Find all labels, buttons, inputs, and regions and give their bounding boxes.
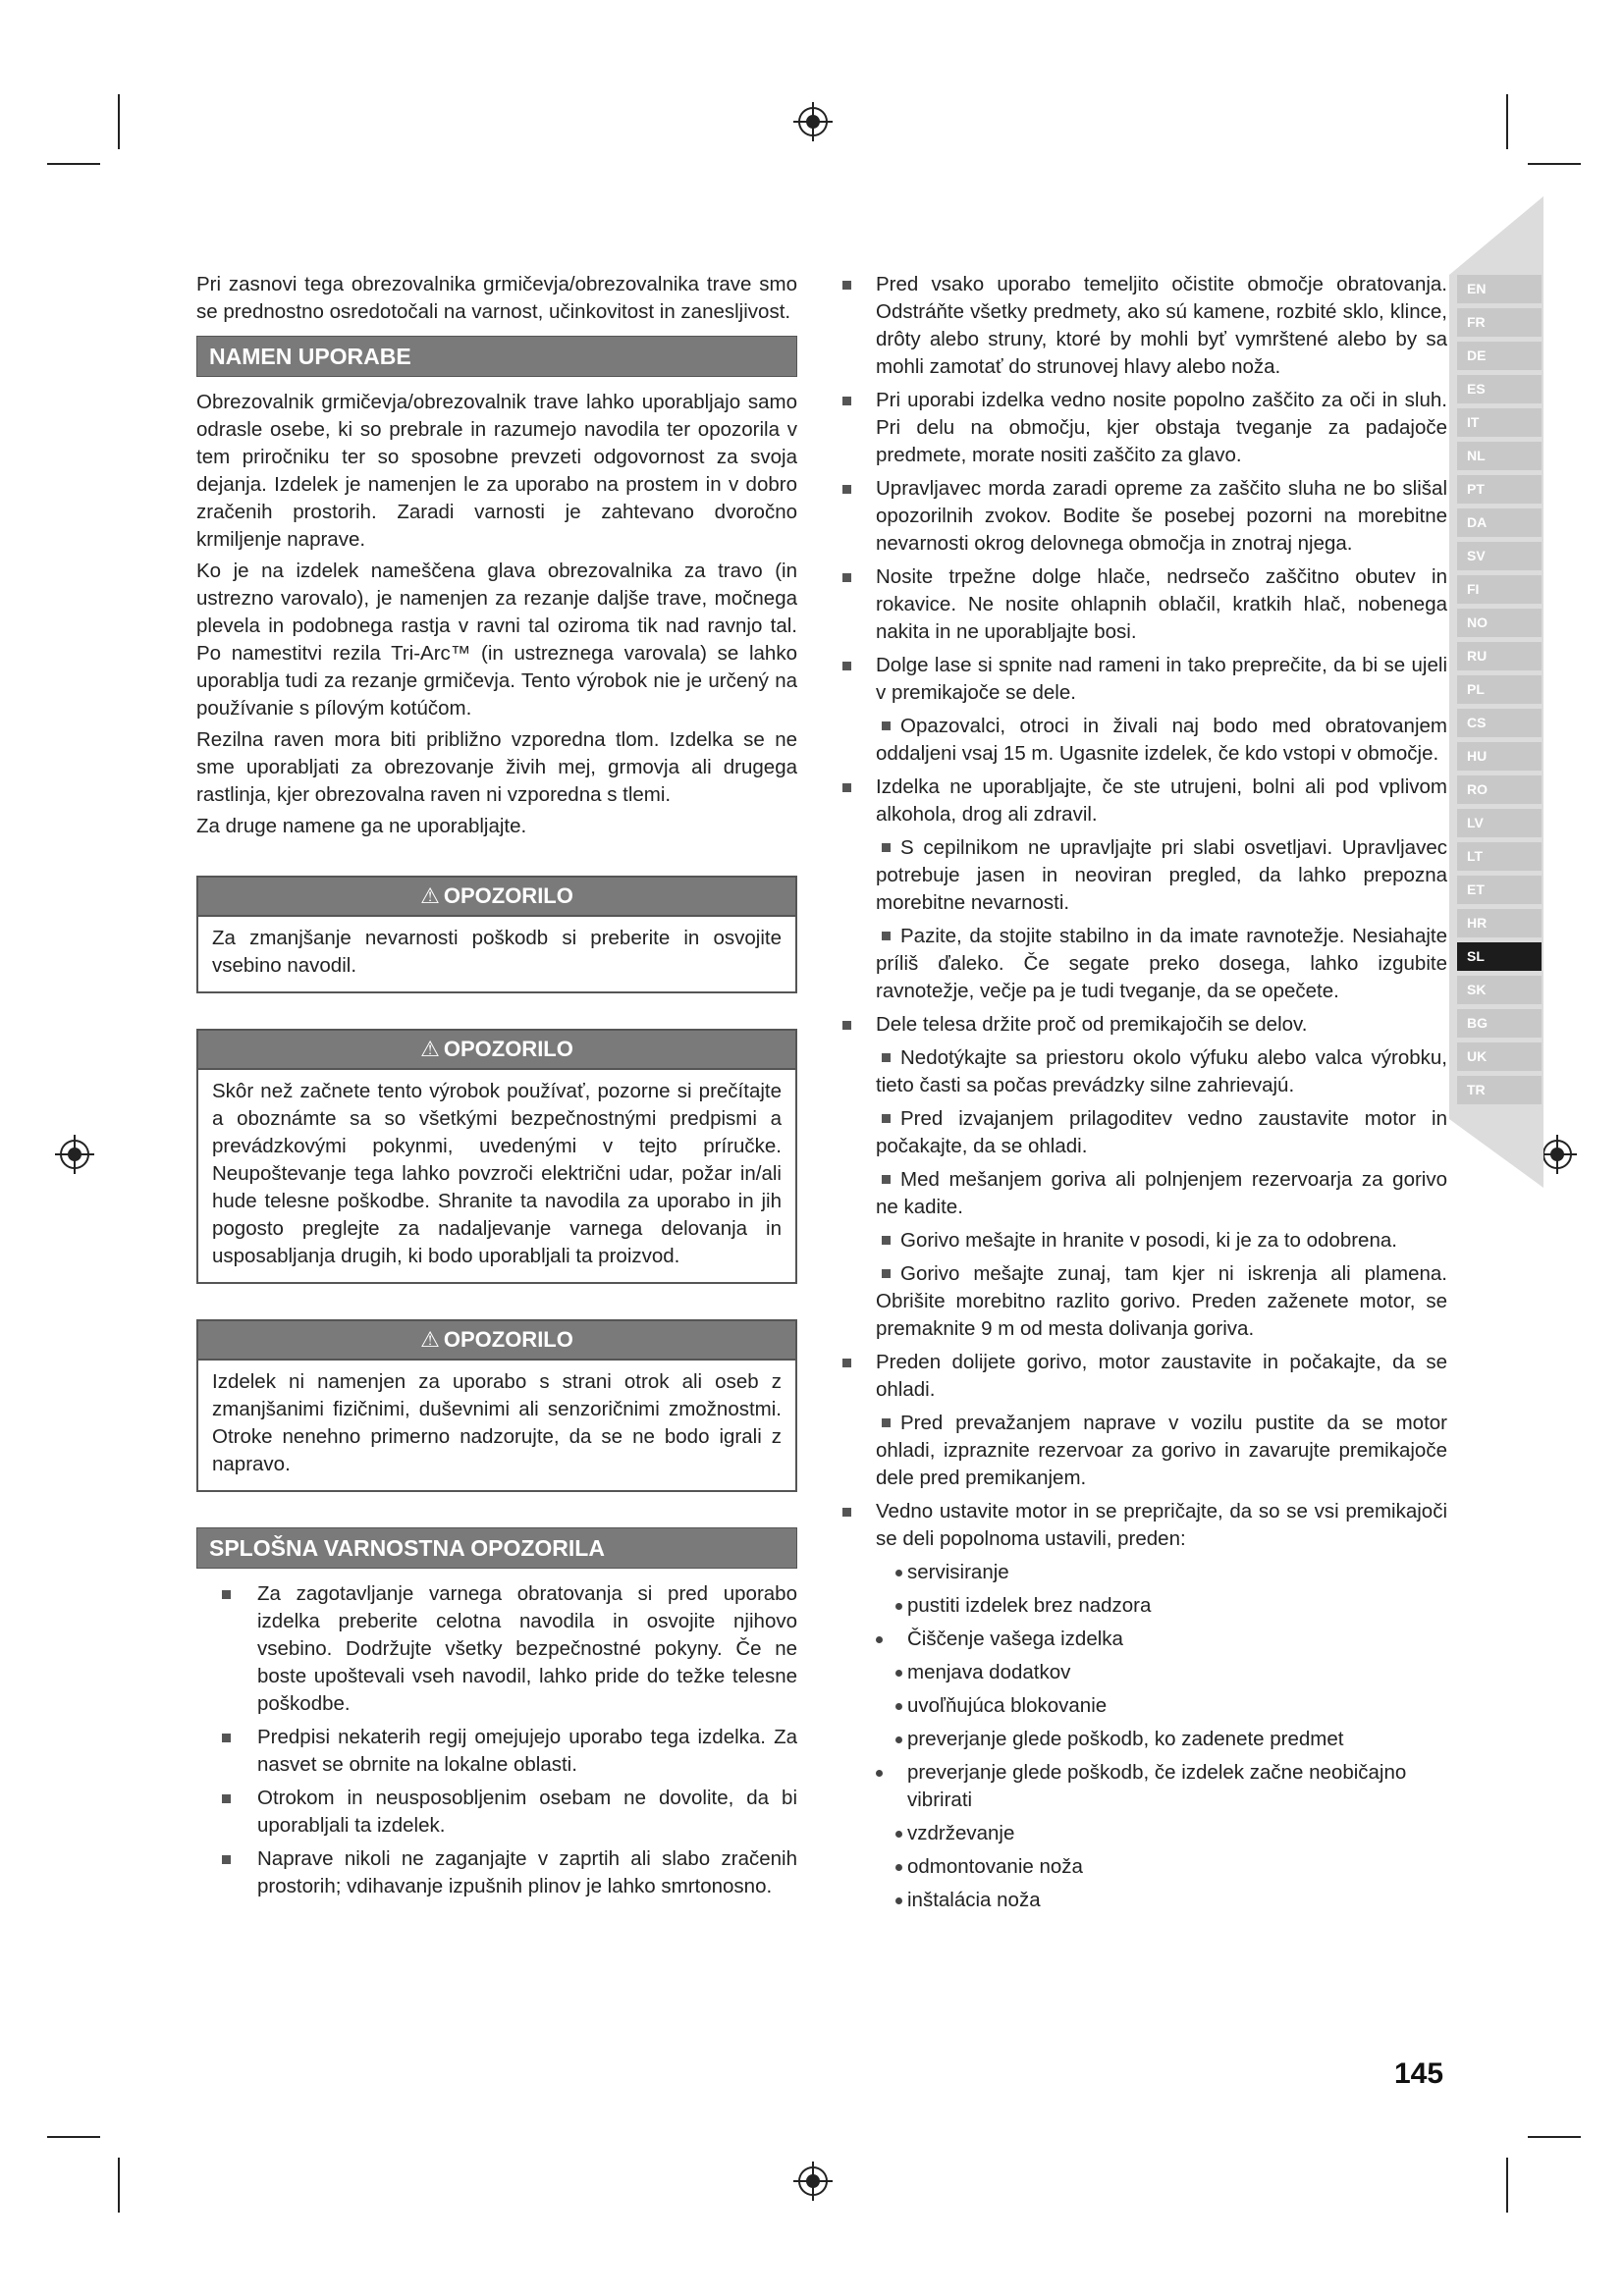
list-item: Pred izvajanjem prilagoditev vedno zaustavite motor in počakajte, da se ohladi. [876,1107,1447,1157]
square-bullet-icon [882,721,891,730]
language-tab-fi: FI [1457,575,1542,604]
language-tab-hu: HU [1457,742,1542,771]
list-item: Predpisi nekaterih regij omejujejo uporabo tega izdelka. Za nasvet se obrnite na lokalne oblasti. [216,1724,797,1779]
list-item: Nedotýkajte sa priestoru okolo výfuku alebo valca výrobku, tieto časti sa počas prevádzky silne zahrievajú. [876,1046,1447,1096]
dot-list-item: servisiranje [837,1559,1447,1586]
square-bullet-icon [882,1053,891,1062]
dot-bullet-icon [895,1570,902,1576]
left-column [196,271,797,1906]
warning-box [196,876,797,993]
language-tabs [1457,275,1542,1109]
dot-bullet-icon [876,1636,883,1643]
list-item: Med mešanjem goriva ali polnjenjem rezervoarja za gorivo ne kadite. [876,1168,1447,1218]
language-tab-pl: PL [1457,675,1542,704]
dot-bullet-icon [895,1703,902,1710]
language-tab-es: ES [1457,375,1542,403]
warning-header [198,1031,795,1070]
language-tab-sv: SV [1457,542,1542,570]
dot-list-item: odmontovanie noža [837,1853,1447,1881]
paragraph: Ko je na izdelek nameščena glava obrezovalnika za travo (in ustrezno varovalo), je namenjen za rezanje daljše trave, močnega plevela in podobnega rastja v ravni tal oziroma tik nad ravnjo tal. Po namestitvi rezila Tri-Arc™ (in ustreznega varovala) se lahko uporablja tudi za rezanje grmičevja. Tento výrobok nie je určený na používanie s pílovým kotúčom. [196,560,797,720]
dot-bullet-icon [895,1670,902,1677]
dot-list-item: pustiti izdelek brez nadzora [837,1592,1447,1620]
list-item: Gorivo mešajte in hranite v posodi, ki je za to odobrena. [837,1227,1447,1255]
list-item: Nosite trpežne dolge hlače, nedrsečo zaščitno obutev in rokavice. Ne nosite ohlapnih oblačil, kratkih hlač, nobenega nakita in ne uporabljajte bosi. [837,563,1447,646]
list-item: Dolge lase si spnite nad rameni in tako preprečite, da bi se ujeli v premikajoče se dele. [837,652,1447,707]
list-item: Pred vsako uporabo temeljito očistite območje obratovanja. Odstráňte všetky predmety, ako sú kamene, rozbité sklo, klince, drôty alebo struny, ktoré by mohli byť vymrštené alebo by sa mohli zamotať do strunovej hlavy alebo noža. [837,271,1447,381]
crop-mark [118,94,120,149]
section-heading: SPLOŠNA VARNOSTNA OPOZORILA [196,1527,797,1569]
language-tab-it: IT [1457,408,1542,437]
dot-list-item: menjava dodatkov [837,1659,1447,1686]
list-item: Preden dolijete gorivo, motor zaustavite in počakajte, da se ohladi. [837,1349,1447,1404]
square-bullet-icon [882,1418,891,1427]
language-tab-de: DE [1457,342,1542,370]
language-tab-fr: FR [1457,308,1542,337]
language-tab-lt: LT [1457,842,1542,871]
paragraph: Rezilna raven mora biti približno vzporedna tlom. Izdelka se ne sme uporabljati za obrezovanje živih mej, grmovja ali drugega rastlinja, kjer obrezovalna raven ni vzporedna s tlemi. [196,728,797,806]
warning-title: OPOZORILO [443,1037,573,1061]
dot-bullet-icon [895,1864,902,1871]
language-tab-uk: UK [1457,1042,1542,1071]
language-tab-pt: PT [1457,475,1542,504]
page-number: 145 [1394,2057,1444,2090]
warning-text: Izdelek ni namenjen za uporabo s strani otrok ali oseb z zmanjšanimi fizičnimi, duševnimi ali senzoričnimi zmožnostmi. Otroke nenehno primerno nadzorujte, da se ne bodo igrali z napravo. [212,1370,782,1475]
list-item: Za zagotavljanje varnega obratovanja si pred uporabo izdelka preberite celotna navodila in osvojite njihovo vsebino. Dodržujte všetky bezpečnostné pokyny. Če ne boste upoštevali vseh navodil, lahko pride do težke telesne poškodbe. [216,1580,797,1718]
dot-list-item: preverjanje glede poškodb, če izdelek začne neobičajno vibrirati [837,1759,1447,1814]
dot-list-item: vzdrževanje [837,1820,1447,1847]
dot-bullet-icon [895,1831,902,1838]
list-item: Otrokom in neusposobljenim osebam ne dovolite, da bi uporabljali ta izdelek. [216,1785,797,1840]
list-item: Pred prevažanjem naprave v vozilu pustite da se motor ohladi, izpraznite rezervoar za gorivo in zavarujte premikajoče dele pred premikanjem. [876,1412,1447,1489]
language-tab-sl: SL [1457,942,1542,971]
dot-list-item: uvoľňujúca blokovanie [837,1692,1447,1720]
paragraph: Obrezovalnik grmičevja/obrezovalnik trave lahko uporabljajo samo odrasle osebe, ki so prebrale in razumejo navodila ter opozorila v tem priročniku ter so sposobne prevzeti odgovornost za svoja dejanja. Izdelek je namenjen le za uporabo na prostem in v dobro zračenih prostorih. Zaradi varnosti je zahtevano dvoročno krmiljenje naprave. [196,391,797,551]
square-bullet-icon [222,1590,231,1599]
crop-mark [1528,2136,1581,2138]
warning-text: Skôr než začnete tento výrobok používať, pozorne si prečítajte a oboznámte sa so všetkými bezpečnostnými predpismi a prevádzkovými pokynmi, uvedenými v tejto príručke. Neupoštevanje tega lahko povzroči električni udar, požar in/ali hude telesne poškodbe. Shranite ta navodila za uporabo in jih pogosto preglejte za nadaljevanje varnega delovanja in usposabljanja drugih, ki bodo uporabljali ta proizvod. [212,1080,782,1267]
warning-icon: ⚠ [420,883,440,908]
crop-mark [1528,163,1581,165]
square-bullet-icon [882,932,891,940]
list-item: Vedno ustavite motor in se prepričajte, da so se vsi premikajoči se deli popolnoma ustavili, preden: [837,1498,1447,1553]
list-item: Izdelka ne uporabljajte, če ste utrujeni, bolni ali pod vplivom alkohola, drog ali zdravil. [837,774,1447,828]
language-tab-da: DA [1457,508,1542,537]
list-item: S cepilnikom ne upravljajte pri slabi osvetljavi. Upravljavec potrebuje jasen in neoviran pregled, da lahko prepozna morebitne nevarnosti. [876,836,1447,914]
warning-box [196,1319,797,1492]
language-tab-tr: TR [1457,1076,1542,1104]
square-bullet-icon [842,662,851,670]
warning-box [196,1029,797,1284]
crop-mark [47,2136,100,2138]
square-bullet-icon [842,485,851,494]
crop-mark [118,2158,120,2213]
square-bullet-icon [882,1175,891,1184]
warning-title: OPOZORILO [443,883,573,908]
square-bullet-icon [842,1021,851,1030]
language-tab-bg: BG [1457,1009,1542,1038]
language-tab-et: ET [1457,876,1542,904]
square-bullet-icon [842,1508,851,1517]
language-tab-lv: LV [1457,809,1542,837]
dot-bullet-icon [895,1736,902,1743]
square-bullet-icon [842,783,851,792]
warning-title: OPOZORILO [443,1327,573,1352]
square-bullet-icon [222,1734,231,1742]
list-item: Pazite, da stojite stabilno in da imate ravnotežje. Nesiahajte príliš ďaleko. Če segate preko dosega, lahko izgubite ravnotežje, večje pa je tudi tveganje, da se opečete. [876,925,1447,1002]
square-bullet-icon [842,573,851,582]
registration-mark-icon [791,100,835,143]
warning-icon: ⚠ [420,1327,440,1352]
list-item: Dele telesa držite proč od premikajočih se delov. [837,1011,1447,1039]
crop-mark [1506,2158,1508,2213]
square-bullet-icon [222,1855,231,1864]
paragraph: Za druge namene ga ne uporabljajte. [196,815,527,837]
registration-mark-icon [791,2160,835,2203]
section-heading: NAMEN UPORABE [196,336,797,377]
list-item: Gorivo mešajte zunaj, tam kjer ni iskrenja ali plamena. Obrišite morebitno razlito gorivo. Preden zaženete motor, se premaknite 9 m od mesta dolivanja goriva. [876,1262,1447,1340]
language-tab-sk: SK [1457,976,1542,1004]
square-bullet-icon [882,1269,891,1278]
warning-header [198,878,795,917]
square-bullet-icon [222,1794,231,1803]
square-bullet-icon [882,843,891,852]
list-item: Naprave nikoli ne zaganjajte v zaprtih ali slabo zračenih prostorih; vdihavanje izpušnih plinov je lahko smrtonosno. [216,1845,797,1900]
list-item: Opazovalci, otroci in živali naj bodo med obratovanjem oddaljeni vsaj 15 m. Ugasnite izdelek, če kdo vstopi v območje. [876,715,1447,765]
crop-mark [47,163,100,165]
language-tab-ru: RU [1457,642,1542,670]
list-item: Upravljavec morda zaradi opreme za zaščito sluha ne bo slišal opozorilnih zvokov. Bodite še posebej pozorni na morebitne nevarnosti okrog delovnega območja in znotraj njega. [837,475,1447,558]
language-tab-cs: CS [1457,709,1542,737]
crop-mark [1506,94,1508,149]
language-tab-en: EN [1457,275,1542,303]
list-item: Pri uporabi izdelka vedno nosite popolno zaščito za oči in sluh. Pri delu na območju, kjer obstaja tveganje za padajoče predmete, morate nositi zaščito za glavo. [837,387,1447,469]
language-tab-no: NO [1457,609,1542,637]
warning-text: Za zmanjšanje nevarnosti poškodb si preberite in osvojite vsebino navodil. [212,927,782,977]
square-bullet-icon [882,1236,891,1245]
language-tab-ro: RO [1457,775,1542,804]
dot-list-item: preverjanje glede poškodb, ko zadenete predmet [837,1726,1447,1753]
right-column [837,271,1447,1920]
square-bullet-icon [842,1359,851,1367]
dot-bullet-icon [895,1603,902,1610]
square-bullet-icon [842,397,851,405]
dot-list-item: Čiščenje vašega izdelka [837,1626,1447,1653]
square-bullet-icon [842,281,851,290]
dot-bullet-icon [876,1770,883,1777]
language-tab-hr: HR [1457,909,1542,937]
warning-header [198,1321,795,1361]
registration-mark-icon [53,1133,96,1176]
warning-icon: ⚠ [420,1037,440,1061]
language-tab-nl: NL [1457,442,1542,470]
dot-list-item: inštalácia noža [837,1887,1447,1914]
intro-paragraph: Pri zasnovi tega obrezovalnika grmičevja/obrezovalnika trave smo se prednostno osredotočali na varnost, učinkovitost in zanesljivost. [196,273,797,323]
dot-bullet-icon [895,1897,902,1904]
square-bullet-icon [882,1114,891,1123]
